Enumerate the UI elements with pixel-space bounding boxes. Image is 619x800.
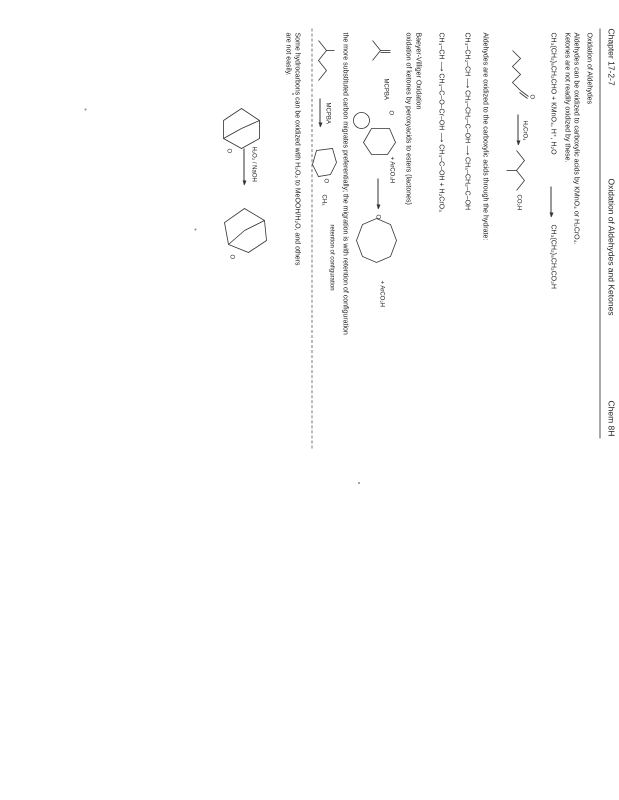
- scan-speck: [195, 229, 197, 231]
- reaction-arrow: [518, 115, 519, 145]
- course-label: Chem 8H: [606, 400, 617, 437]
- retention-label: retention of configuration: [328, 224, 335, 291]
- acid-product-structure: [499, 151, 539, 231]
- scan-speck: [85, 109, 87, 111]
- migration-note: the more substituted carbon migrates preferentially; the migration is with retention of configuration: [341, 32, 349, 335]
- product-group-label: CO₂H: [515, 194, 522, 211]
- page-title: Oxidation of Aldehydes and Ketones: [606, 178, 617, 316]
- bv-ring-label: + ArCO₃H: [388, 156, 395, 184]
- equation1-reactants: CH₃(CH₂)₅CH₂CHO + KMnO₄, H⁺, H₂O: [549, 32, 557, 155]
- substituted-lactone-structure: [309, 139, 339, 189]
- lactone-product-structure: [355, 215, 401, 275]
- section-divider: [312, 29, 313, 449]
- scan-speck: [358, 482, 360, 484]
- body-text-line1: Aldehydes can be oxidized to carboxylic acids by KMnO₄ or H₂CrO₄.: [572, 32, 580, 245]
- svg-text:O: O: [387, 110, 394, 116]
- section-heading-aldehyde-oxidation: Oxidation of Aldehydes: [585, 32, 593, 105]
- svg-text:O: O: [322, 178, 329, 184]
- equation1-product: CH₃(CH₂)₅CH₂CO₂H: [549, 224, 557, 289]
- hydrate-explanation: Aldehydes are oxidized to the carboxylic acids through the hydrate:: [481, 32, 489, 241]
- right-reagent-label: H₂O₂ / NaOH: [250, 146, 257, 182]
- hydrate-equation-1: CH₃–CH₂–CH ⟶ CH₃–CH₂–C–OH ⟶ CH₃–CH₂–C–OH: [463, 32, 471, 211]
- svg-text:O: O: [528, 94, 535, 100]
- aldehyde-chain-structure: [497, 51, 537, 111]
- scan-speck: [292, 93, 294, 95]
- right-text-line1: Some hydrocarbons can be oxidized with H₂O₂ to MeOOH/H₂O, and others: [293, 32, 301, 266]
- rotated-notes-sheet: [57, 29, 617, 454]
- methyl-label: CH₃: [320, 194, 327, 206]
- svg-text:O: O: [228, 254, 235, 260]
- bicyclic-lactone-structure: [213, 197, 279, 267]
- chapter-label: Chapter 17-2-7: [606, 28, 617, 86]
- header-rule: [600, 29, 601, 439]
- svg-text:O: O: [225, 148, 232, 154]
- reaction-arrow: [378, 179, 379, 209]
- bv2-reagent-label: MCPBA: [324, 102, 331, 124]
- bv-byproduct-label: + ArCO₂H: [378, 280, 385, 308]
- reaction-arrow: [320, 99, 321, 127]
- ketone-structure: [359, 37, 395, 77]
- svg-text:O: O: [374, 214, 381, 220]
- section-heading-baeyer-villiger: Baeyer-Villiger Oxidation: [414, 32, 422, 110]
- bv-reagent-label: MCPBA: [382, 78, 389, 100]
- baeyer-villiger-description: oxidation of ketones by peroxyacids to esters (lactones): [404, 32, 412, 205]
- hydrate-equation-2: CH₃–CH ⟶ CH₃–C–O–Cr–OH ⟶ CH₃–C–OH + H₂CrO₃: [437, 32, 445, 212]
- reagent-label: H₂CrO₄: [521, 120, 528, 141]
- body-text-line2: Ketones are not readily oxidized by these.: [563, 32, 571, 163]
- right-text-line2: are not easily.: [284, 32, 292, 76]
- reaction-arrow: [244, 149, 245, 185]
- bicyclic-ketone-structure: [212, 99, 272, 159]
- reaction-arrow: [551, 187, 552, 217]
